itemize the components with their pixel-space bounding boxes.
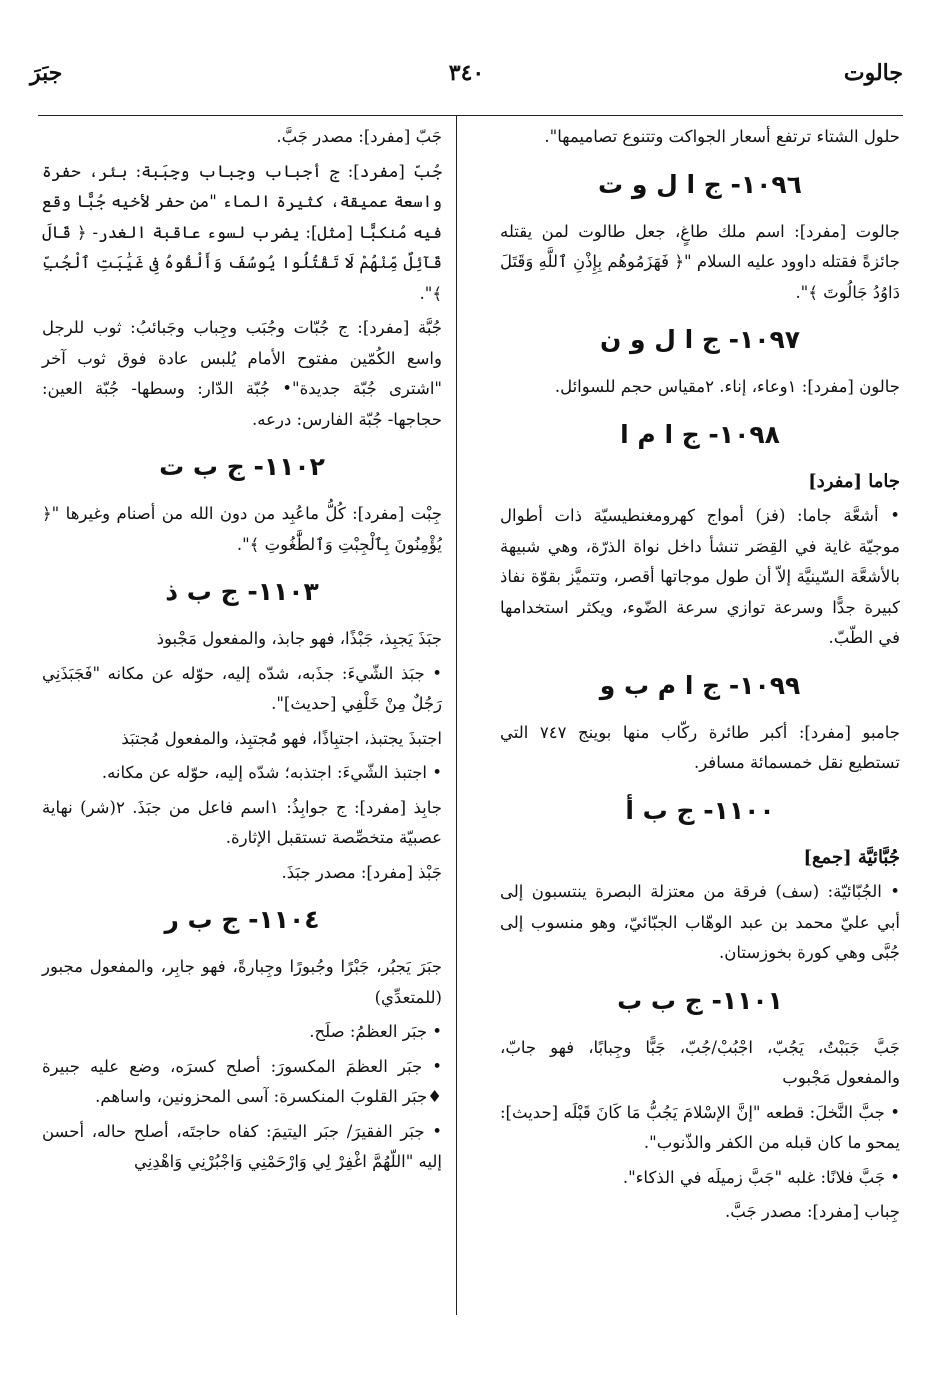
entry-text: • جبَر العظمَ المكسورَ: أصلح كسرَه، وضع عليه جبيرة ♦جبَر القلوبَ المنكسرة: آسى المحزونين، واساهم. [42,1056,442,1106]
entry-heading: ١٠٩٨- ج ا م ا [620,419,780,449]
entry-heading: ١٠٩٩- ج ا م ب و [599,670,801,700]
entry-heading: ١١٠٠- ج ب أ [625,795,775,825]
entry-text: • جبَّ النَّخلَ: قطعه "إنَّ الإسْلامَ يَجُبُّ مَا كَانَ قَبْلَه [حديث]: يمحو ما كان قبله من الكفر والذّنوب". [500,1102,900,1152]
entry-text: • جَبَّ فلانًا: غلبه "جَبَّ زميلَه في الذكاء". [622,1167,900,1187]
entry-heading: ١٠٩٧- ج ا ل و ن [599,325,801,354]
entry-text: جُبَّة [مفرد]: ج جُبّات وجُبَب وجِباب وجَبائبُ: ثوب للرجل واسع الكُمّين مفتوح الأمام يُلبس عادة فوق ثوب آخر "اشترى جُبّة جديدة"• جُبّة الدّار: وسطها- جُبّة العين: حجاجها- جُبّة الفارس: درعه. [42,318,442,429]
entry-heading: ١١٠١- ج ب ب [617,985,783,1015]
entry-heading: ١١٠٣- ج ب ذ [165,577,319,606]
running-head-first-word: جالوت [843,60,903,86]
entry-text: • الجُبّائيّة: (سف) فرقة من معتزلة البصرة ينتسبون إلى أبي عليّ محمد بن عبد الوهّاب الجبّائيّ، وهو منسوب إلى جُبَّى وهي كورة بخوزستان. [500,882,900,962]
entry-text: جَبْذ [مفرد]: مصدر جبَذَ. [281,862,442,882]
entry-text: جِبْت [مفرد]: كُلُّ ماعُبِد من دون الله من أصنام وغيرها "﴿ يُؤْمِنُونَ بِٱلْجِبْتِ وَٱلطَّٰغُوتِ ﴾". [42,504,442,554]
entry-text: • جبَذ الشّيءَ: جذَبه، شدّه إليه، حوّله عن مكانه "فَجَبَذَنِي رَجُلٌ مِنْ خَلْفِي [حديث]". [42,663,442,713]
entry-heading: ١١٠٤- ج ب ر [164,905,320,934]
entry-heading: ١١٠٢- ج ب ت [159,452,325,481]
entry-text: حلول الشتاء ترتفع أسعار الجواكت وتتنوع تصاميمها". [544,127,900,146]
entry-text: جالوت [مفرد]: اسم ملك طاغٍ، جعل طالوت لمن يقتله جائزةً فقتله داوود عليه السلام "﴿ فَهَزَمُوهُم بِإِذْنِ ٱللَّهِ وَقَتَلَ دَاوُدُ جَالُوتَ ﴾". [500,221,900,302]
page-number: ٣٤٠ [448,60,485,86]
entry-text: جبَرَ يَجبُر، جَبْرًا وجُبورًا وجِبارةً، فهو جابِر، والمفعول مجبور (للمتعدِّي) [42,957,442,1007]
page-header [30,60,903,100]
entry-text: جَبّ [مفرد]: مصدر جَبَّ. [276,127,442,146]
entry-text: جابِذ [مفرد]: ج جوابِذُ: ١اسم فاعل من جبَذَ. ٢(شر) نهاية عصبيّة متخصِّصة تستقبل الإثارة. [42,797,442,847]
left-column [42,122,442,1182]
entry-heading: ١٠٩٦- ج ا ل و ت [598,169,802,199]
running-head-last-word: جبَرَ [30,60,63,86]
right-column [500,122,900,1232]
entry-text: اجتبذَ يجتبذ، اجتبِاذًا، فهو مُجتبِذ، والمفعول مُجتبَذ [121,728,442,748]
entry-text: • أشعَّة جاما: (فز) أمواج كهرومغنطيسيّة ذات أطوال موجيّة غاية في القِصَر تنشأ داخل نواة الذرّة، وهي شبيهة بالأشعَّة السّينيَّة إلاّ أن طول موجاتها أقصر، وتتميَّز بقوّة نفاذ كبيرة جدًّا وسرعة توازي سرعة الضّوء، ويكثر استخدامها في الطّبّ. [500,506,900,647]
entry-text: • اجتبذ الشّيءَ: اجتذبه؛ شدّه إليه، حوّله عن مكانه. [101,763,442,782]
entry-subheading: جاما [مفرد] [808,470,900,492]
entry-text: • جبَر الفقيرَ/ جبَر اليتيمَ: كفاه حاجتَه، أصلح حاله، أحسن إليه "اللّهُمَّ اغْفِرْ لِي وَارْحَمْنِي وَاجْبُرْنِي وَاهْدِنِي [42,1121,442,1171]
header-rule [38,115,903,116]
entry-text: جبَذَ يَجبِذ، جَبْذًا، فهو جابذ، والمفعول مَجْبوذ [156,629,442,648]
entry-text: جَبَّ جَبَبْتُ، يَجُبّ، اجْبُبْ/جُبّ، جَبًّا وجِبابًا، فهو جابّ، والمفعول مَجْبوب [500,1037,900,1087]
entry-text: • جبَر العظمُ: صلَح. [309,1022,442,1041]
entry-text: جامبو [مفرد]: أكبر طائرة ركّاب منها بوينج ٧٤٧ التي تستطيع نقل خمسمائة مسافر. [500,722,900,772]
entry-subheading: جُبَّائيَّة [جمع] [803,846,900,868]
entry-text: جالون [مفرد]: ١وعاء، إناء. ٢مقياس حجم للسوائل. [554,377,900,396]
column-divider [456,115,457,1315]
entry-text: جِباب [مفرد]: مصدر جَبَّ. [725,1202,900,1221]
entry-text: جُبّ [مفرد]: ج أجباب وجِباب وجِبَبة: بئر، حفرة واسعة عميقة، كثيرة الماء "من حفر لأخيه جُبًّا وقع فيه مُنكبًّا [مثل]: يضرب لسوء عاقبة الغدر- ﴿ قَالَ قَآئِلٌ مِّنْهُمْ لَا تَقْتُلُوا يُوسُفَ وَأَلْقُوهُ فِى غَيَٰبَتِ ٱلْجُبِّ ﴾". [42,161,442,303]
